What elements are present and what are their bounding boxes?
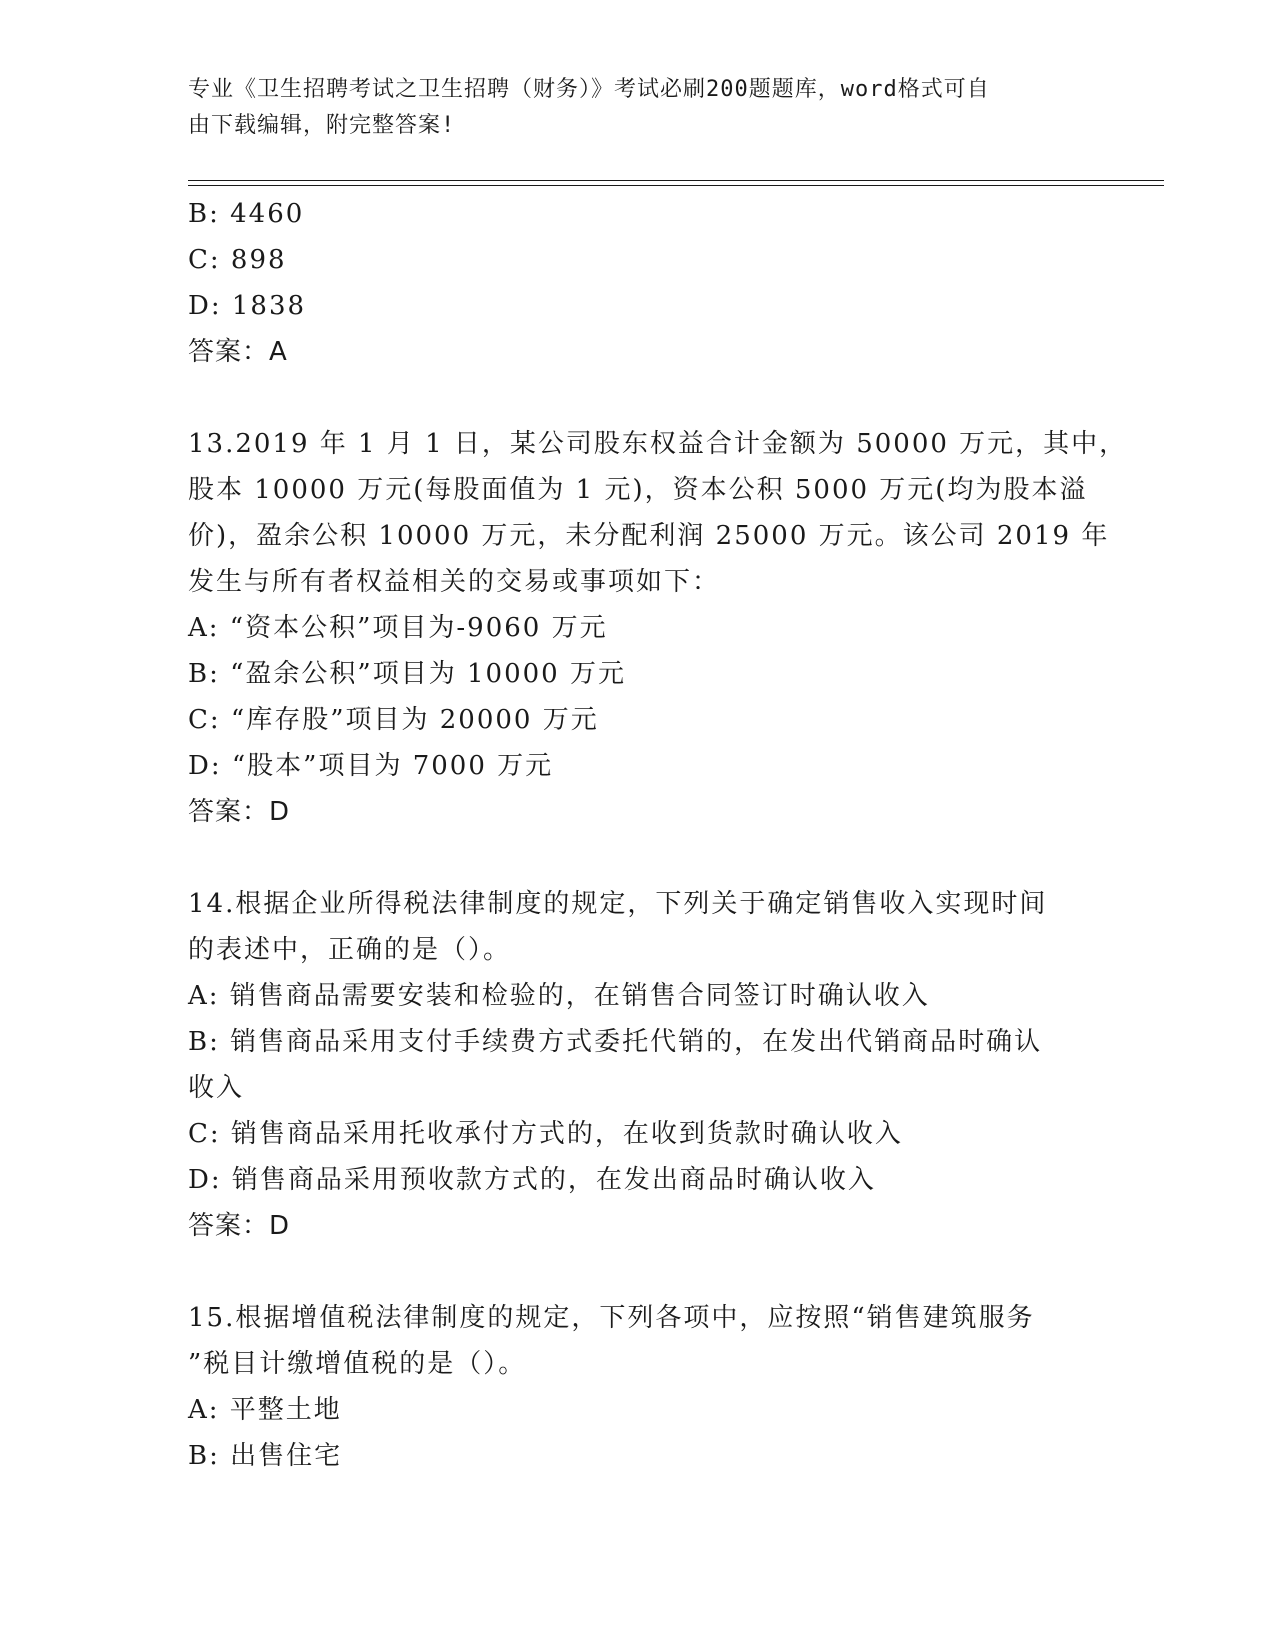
- option-b: B: 销售商品采用支付手续费方式委托代销的，在发出代销商品时确认: [188, 1027, 1043, 1057]
- question-stem-line: 的表述中，正确的是（）。: [188, 935, 512, 965]
- option-d: D: 1838: [188, 291, 307, 321]
- header-divider-bottom: [188, 185, 1164, 186]
- question-14: [188, 881, 1088, 1249]
- header-divider-top: [188, 180, 1164, 181]
- option-a: A: 平整土地: [188, 1395, 342, 1425]
- question-13: [188, 421, 1128, 835]
- question-stem-line: 13.2019 年 1 月 1 日，某公司股东权益合计金额为 50000 万元，其中，: [188, 429, 1128, 459]
- document-header: [188, 72, 1068, 144]
- option-b: B: “盈余公积”项目为 10000 万元: [188, 659, 626, 689]
- question-stem-line: 价)，盈余公积 10000 万元，未分配利润 25000 万元。该公司 2019 年: [188, 521, 1110, 551]
- answer: 答案：D: [188, 797, 291, 827]
- question-stem-line: 发生与所有者权益相关的交易或事项如下：: [188, 567, 721, 597]
- question-stem-line: 股本 10000 万元(每股面值为 1 元)，资本公积 5000 万元(均为股本溢: [188, 475, 1088, 505]
- question-content: [188, 191, 1128, 1479]
- option-d: D: 销售商品采用预收款方式的，在发出商品时确认收入: [188, 1165, 876, 1195]
- answer: 答案：A: [188, 337, 288, 367]
- option-a: A: “资本公积”项目为-9060 万元: [188, 613, 608, 643]
- answer: 答案：D: [188, 1211, 291, 1241]
- option-a: A: 销售商品需要安装和检验的，在销售合同签订时确认收入: [188, 981, 930, 1011]
- question-stem-line: 15.根据增值税法律制度的规定，下列各项中，应按照“销售建筑服务: [188, 1303, 1035, 1333]
- option-c: C: “库存股”项目为 20000 万元: [188, 705, 599, 735]
- spacer: [188, 375, 1088, 421]
- question-15: [188, 1295, 1088, 1479]
- option-b: B: 出售住宅: [188, 1441, 343, 1471]
- question-12-tail: [188, 191, 1088, 375]
- option-d: D: “股本”项目为 7000 万元: [188, 751, 554, 781]
- header-line-2: 由下载编辑，附完整答案!: [188, 113, 456, 138]
- option-b: B: 4460: [188, 199, 305, 229]
- spacer: [188, 835, 1088, 881]
- option-c: C: 销售商品采用托收承付方式的，在收到货款时确认收入: [188, 1119, 903, 1149]
- spacer: [188, 1249, 1088, 1295]
- option-b-continued: 收入: [188, 1073, 245, 1103]
- question-stem-line: 14.根据企业所得税法律制度的规定，下列关于确定销售收入实现时间: [188, 889, 1048, 919]
- header-line-1: 专业《卫生招聘考试之卫生招聘（财务）》考试必刷200题题库，word格式可自: [188, 77, 990, 102]
- option-c: C: 898: [188, 245, 287, 275]
- question-stem-line: ”税目计缴增值税的是（）。: [188, 1349, 527, 1379]
